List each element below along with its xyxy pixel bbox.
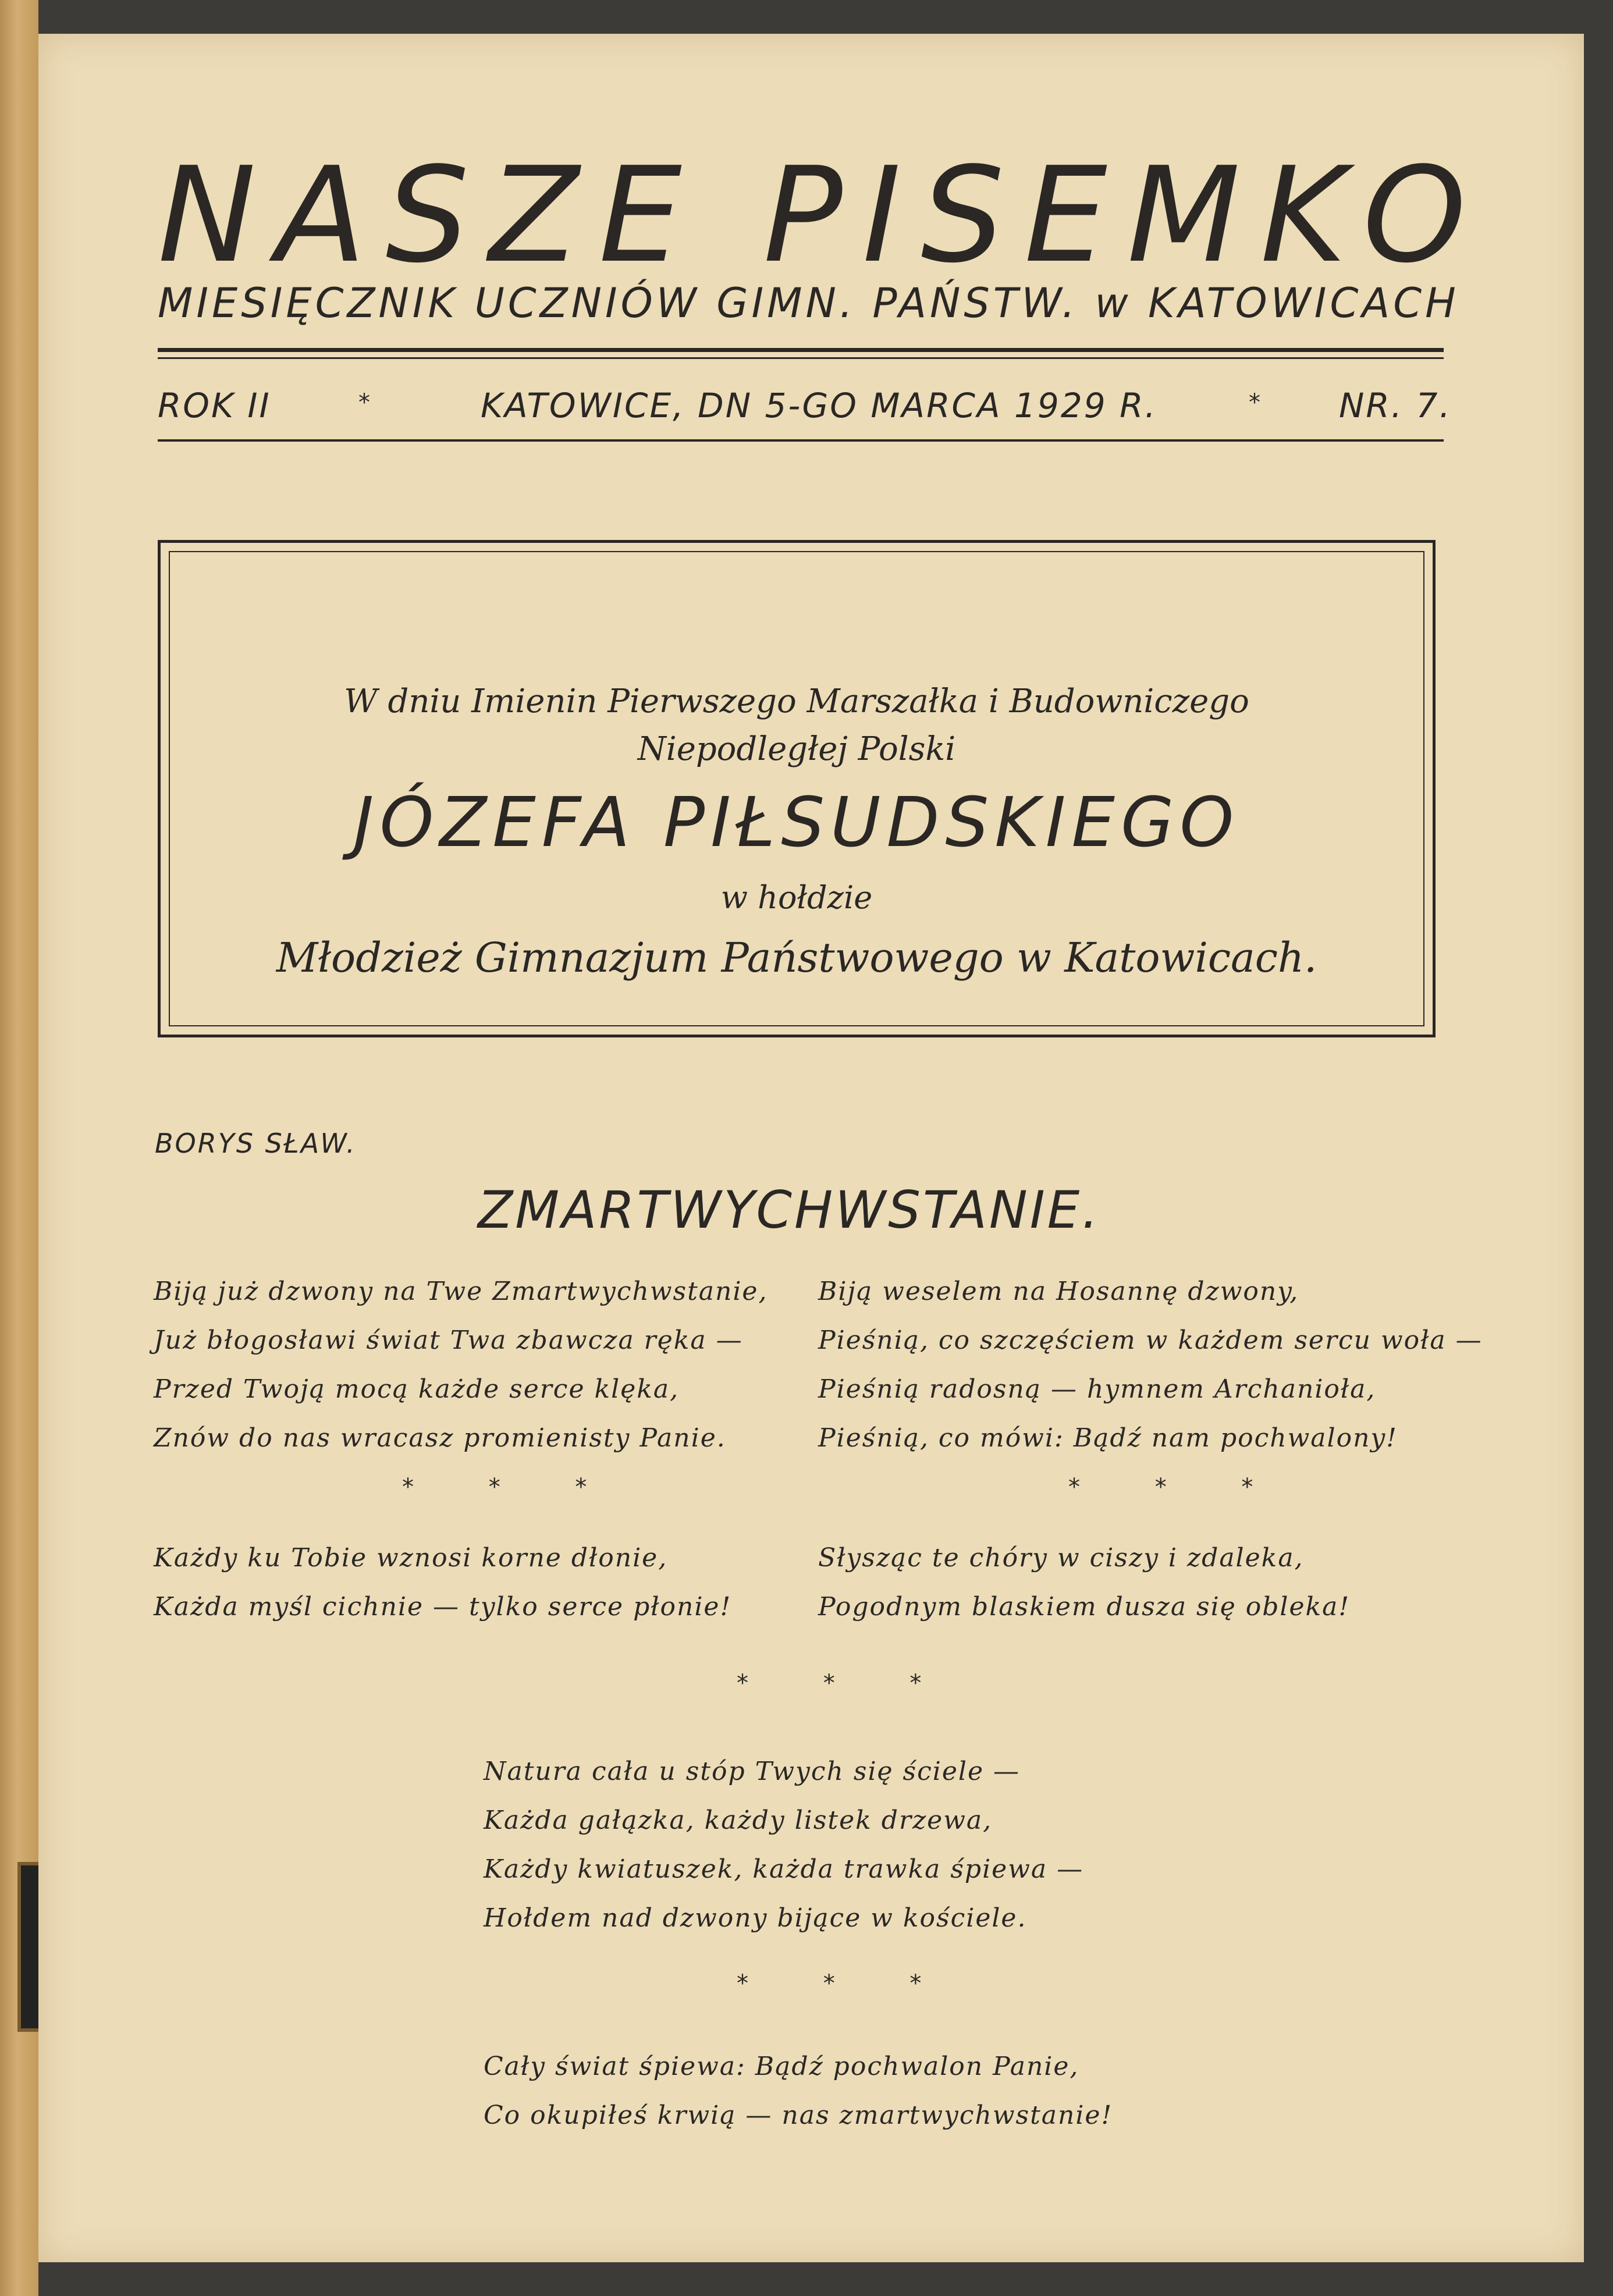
verse-line: Każdy ku Tobie wznosi korne dłonie,	[154, 1543, 668, 1573]
verse-line: Natura cała u stóp Twych się ściele —	[484, 1757, 1020, 1786]
stanza-separator: * * *	[402, 1474, 621, 1501]
masthead-rule-thick	[158, 348, 1444, 352]
stanza-center-2	[484, 2042, 1113, 2140]
issue-rule	[158, 439, 1444, 442]
newspaper-title: NASZE PISEMKO	[158, 139, 1486, 292]
verse-line: Każda gałązka, każdy listek drzewa,	[484, 1805, 993, 1835]
verse-line: Przed Twoją mocą każde serce klęka,	[154, 1374, 680, 1404]
stanza-left-2	[154, 1534, 731, 1632]
verse-line: Biją już dzwony na Twe Zmartwychwstanie,	[154, 1277, 768, 1306]
verse-line: Już błogosławi świat Twa zbawcza ręka —	[154, 1325, 743, 1355]
book-spine	[0, 0, 38, 2296]
verse-line: Pieśnią, co mówi: Bądź nam pochwalony!	[818, 1423, 1398, 1453]
page	[38, 34, 1584, 2262]
stanza-left-1	[154, 1267, 768, 1463]
verse-line: Pogodnym blaskiem dusza się obleka!	[818, 1592, 1351, 1622]
separator-star: *	[358, 389, 372, 416]
verse-line: Słysząc te chóry w ciszy i zdaleka,	[818, 1543, 1304, 1573]
stanza-center-1	[484, 1747, 1083, 1943]
issue-year: ROK II	[158, 386, 271, 425]
stanza-separator: * * *	[737, 1670, 955, 1697]
verse-line: Biją weselem na Hosannę dzwony,	[818, 1277, 1299, 1306]
verse-line: Pieśnią radosną — hymnem Archanioła,	[818, 1374, 1376, 1404]
dedication-line-3: w hołdzie	[720, 879, 873, 916]
stanza-separator: * * *	[737, 1970, 955, 1997]
verse-line: Hołdem nad dzwony bijące w kościele.	[484, 1903, 1027, 1933]
issue-number: NR. 7.	[1339, 386, 1452, 425]
newspaper-subtitle: MIESIĘCZNIK UCZNIÓW GIMN. PAŃSTW. w KATOWICACH	[158, 279, 1459, 327]
verse-line: Pieśnią, co szczęściem w każdem sercu woła —	[818, 1325, 1483, 1355]
poem-title: ZMARTWYCHWSTANIE.	[478, 1180, 1101, 1240]
verse-line: Cały świat śpiewa: Bądź pochwalon Panie,	[484, 2052, 1079, 2081]
verse-line: Znów do nas wracasz promienisty Panie.	[154, 1423, 726, 1453]
stanza-right-1	[818, 1267, 1483, 1463]
dedication-inner-frame	[169, 551, 1424, 1026]
dedication-name: JÓZEFA PIŁSUDSKIEGO	[353, 782, 1240, 862]
masthead-rule-thin	[158, 357, 1444, 359]
separator-star: *	[1249, 389, 1262, 416]
poem-author: BORYS SŁAW.	[155, 1128, 357, 1159]
dedication-line-2: Niepodległej Polski	[637, 730, 956, 768]
dedication-box	[158, 540, 1436, 1037]
verse-line: Co okupiłeś krwią — nas zmartwychwstanie!	[484, 2100, 1113, 2130]
dedication-line-1: W dniu Imienin Pierwszego Marszałka i Budowniczego	[344, 683, 1249, 720]
issue-date: KATOWICE, DN 5-GO MARCA 1929 R.	[481, 386, 1157, 425]
dedication-line-4: Młodzież Gimnazjum Państwowego w Katowicach.	[276, 934, 1317, 982]
verse-line: Każdy kwiatuszek, każda trawka śpiewa —	[484, 1854, 1084, 1884]
issue-info-row	[158, 386, 1452, 438]
verse-line: Każda myśl cichnie — tylko serce płonie!	[154, 1592, 732, 1622]
stanza-separator: * * *	[1068, 1474, 1287, 1501]
stanza-right-2	[818, 1534, 1350, 1632]
